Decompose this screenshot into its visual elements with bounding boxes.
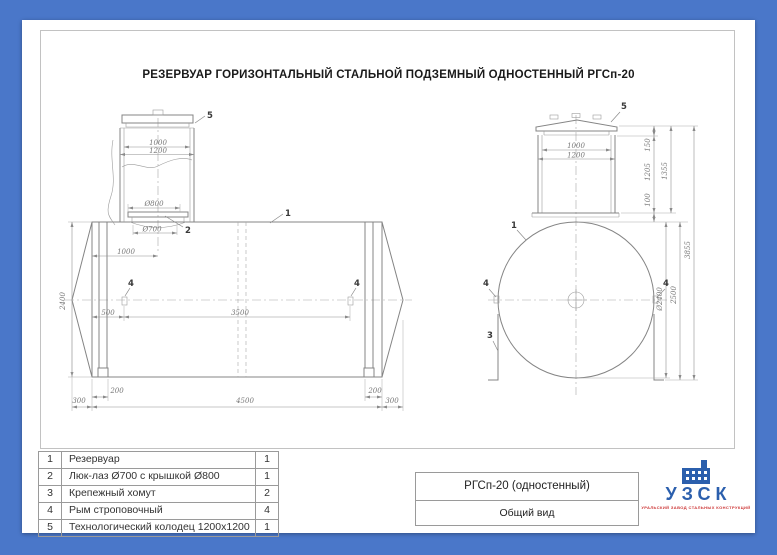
leader-line — [351, 288, 356, 296]
dim-label: 4500 — [236, 397, 254, 405]
part-number: 5 — [39, 520, 62, 536]
leader-line — [195, 116, 205, 123]
part-number: 2 — [39, 469, 62, 485]
factory-icon — [681, 460, 711, 484]
dim-label: 3500 — [231, 309, 249, 317]
part-number: 4 — [39, 503, 62, 519]
dim-label: 1200 — [149, 147, 167, 155]
dim-label: 500 — [101, 309, 115, 317]
part-number: 1 — [39, 452, 62, 468]
title-block — [415, 472, 639, 526]
end-view — [483, 102, 698, 395]
part-number: 3 — [39, 486, 62, 502]
dim-label: 1000 — [567, 142, 585, 150]
callout-label: 4 — [663, 279, 669, 289]
parts-table — [38, 451, 279, 537]
drawing-sheet — [22, 20, 755, 533]
dim-label: Ø800 — [144, 200, 164, 208]
table-row — [39, 468, 278, 485]
dim-label: 1205 — [644, 163, 652, 181]
dim-label: 2500 — [670, 286, 678, 304]
drawing-title: РЕЗЕРВУАР ГОРИЗОНТАЛЬНЫЙ СТАЛЬНОЙ ПОДЗЕМНЫЙ ОДНОСТЕННЫЙ РГСп-20 — [142, 69, 635, 81]
lifting-eye-right — [348, 297, 353, 305]
side-view — [59, 110, 412, 411]
part-qty: 1 — [255, 520, 278, 536]
dim-label: 3855 — [684, 241, 692, 259]
well-cover-side — [122, 110, 193, 127]
part-qty: 2 — [255, 486, 278, 502]
strap-right — [364, 222, 374, 377]
tank-cone-ends — [72, 222, 403, 377]
dim-label: 1200 — [567, 151, 585, 160]
dim-label: 300 — [72, 397, 86, 405]
center-cross — [565, 289, 587, 311]
ext-line — [68, 222, 92, 377]
dim-label: 150 — [644, 138, 652, 152]
leader-line — [489, 289, 496, 297]
part-qty: 1 — [255, 452, 278, 468]
part-name: Люк-лаз Ø700 с крышкой Ø800 — [69, 470, 220, 482]
leader-line — [125, 288, 130, 296]
table-row — [39, 452, 278, 468]
callout-label: 4 — [483, 279, 489, 289]
view-name: Общий вид — [499, 507, 555, 519]
part-name: Рым строповочный — [69, 504, 163, 516]
dim-label: Ø700 — [142, 225, 162, 234]
leader-line — [517, 230, 526, 240]
table-row — [39, 485, 278, 502]
part-qty: 4 — [255, 503, 278, 519]
company-logo — [637, 460, 755, 510]
logo-text: УЗСК — [665, 484, 732, 504]
callout-label: 1 — [511, 221, 517, 231]
callout-label: 1 — [285, 209, 291, 219]
dim-label: 200 — [110, 387, 124, 395]
leader-line — [493, 341, 498, 351]
callout-label: 3 — [487, 331, 493, 341]
dim-label: Ø2400 — [656, 287, 664, 311]
part-name: Резервуар — [69, 453, 120, 465]
well-cover-end — [536, 114, 617, 136]
table-row — [39, 519, 278, 536]
callout-label: 2 — [185, 226, 191, 236]
part-name: Крепежный хомут — [69, 487, 156, 499]
dim-label: 200 — [368, 387, 382, 395]
callout-label: 5 — [207, 111, 213, 121]
callout-label: 4 — [354, 279, 360, 289]
dim-label: 2400 — [59, 292, 67, 310]
part-qty: 1 — [255, 469, 278, 485]
tank-seam-lines — [238, 222, 246, 377]
leader-line — [611, 112, 620, 122]
dim-label: 1355 — [661, 162, 669, 180]
dim-label: 1000 — [149, 139, 167, 147]
dim-label: 100 — [644, 193, 652, 207]
callout-label: 5 — [621, 102, 627, 112]
logo-tagline: УРАЛЬСКИЙ ЗАВОД СТАЛЬНЫХ КОНСТРУКЦИЙ — [641, 505, 751, 510]
dim-label: 1000 — [117, 248, 135, 256]
dim-label: 300 — [385, 397, 399, 405]
lifting-eye-left — [122, 297, 127, 305]
part-name: Технологический колодец 1200x1200 — [69, 521, 250, 533]
callout-label: 4 — [128, 279, 134, 289]
model-name: РГСп-20 (одностенный) — [416, 473, 638, 501]
strap-left — [98, 222, 108, 377]
tank-body-outline — [92, 222, 382, 377]
table-row — [39, 502, 278, 519]
